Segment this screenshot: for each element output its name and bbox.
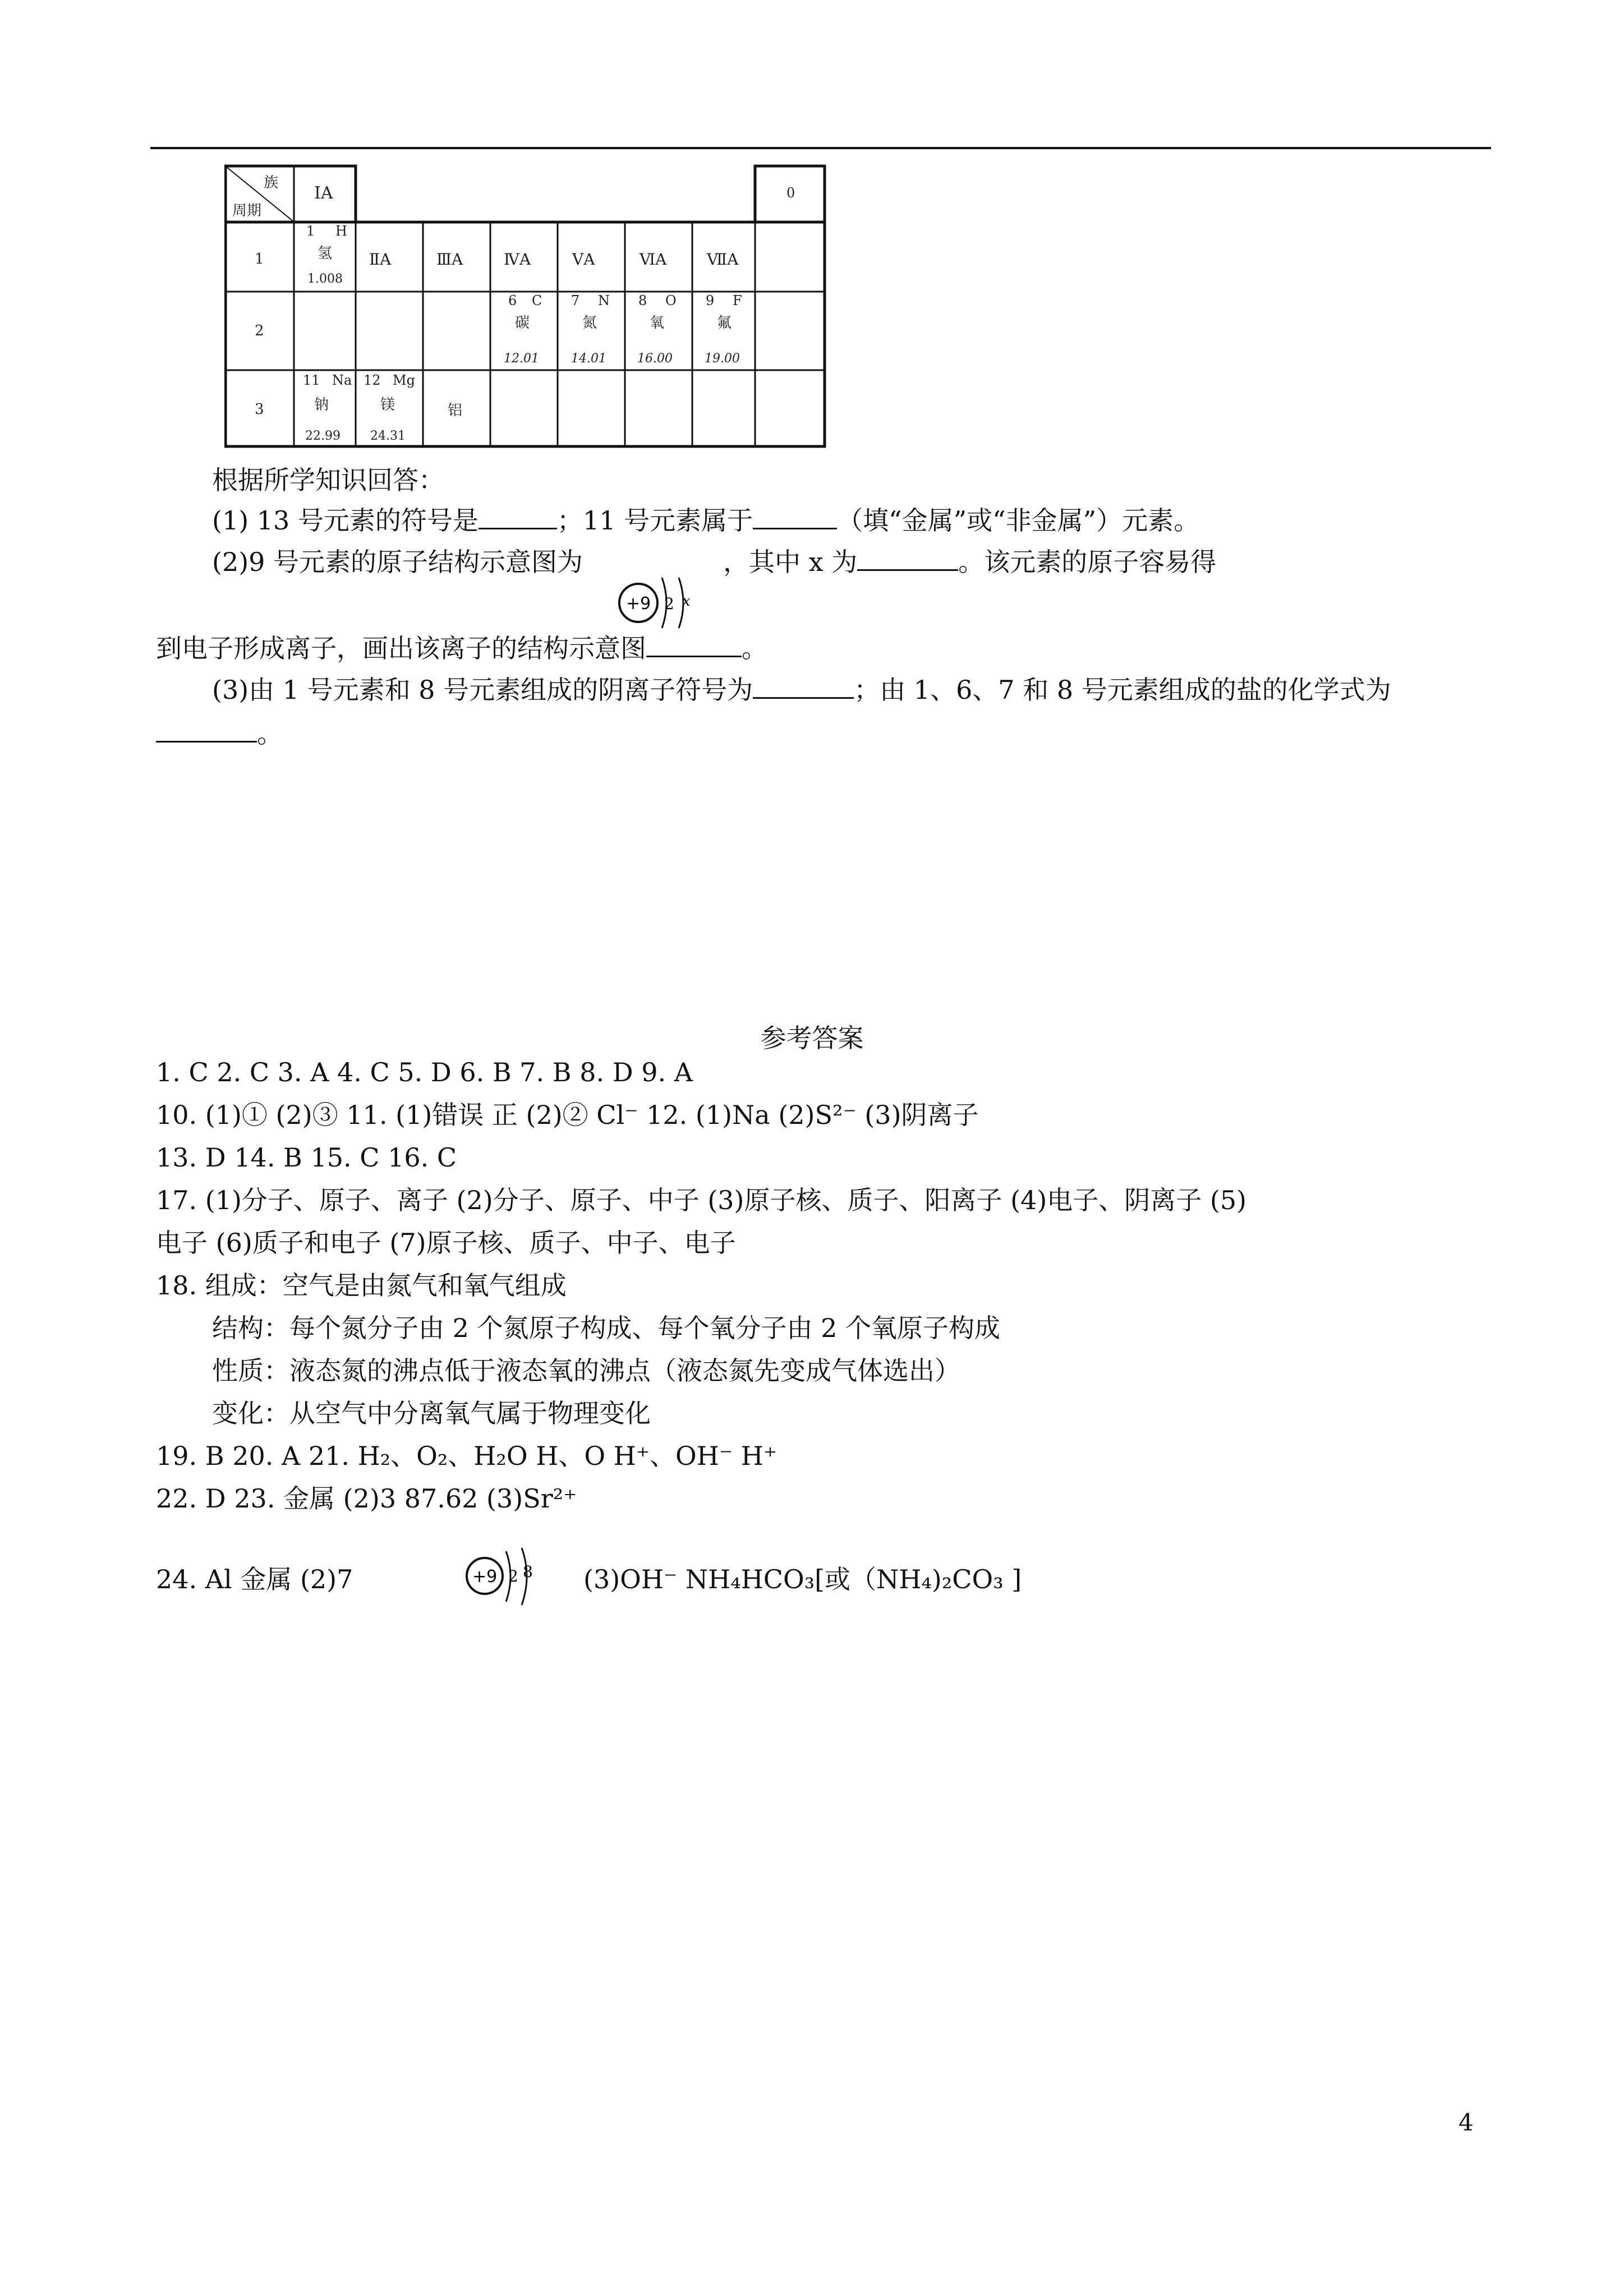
answer-line-7: 结构：每个氮分子由 2 个氮原子构成、每个氧分子由 2 个氧原子构成 [212,1313,1001,1343]
group-6a-label: ⅥA [640,250,667,269]
q2-text-e: 。 [742,633,767,663]
answer-line-2: 10. (1)① (2)③ 11. (1)错误 正 (2)② Cl⁻ 12. (1)Na (2)S²⁻ (3)阴离子 [156,1100,979,1130]
group-4a-label: ⅣA [504,250,531,269]
q1-blank-2[interactable] [753,523,837,529]
ion-outer-shell: 8 [523,1562,533,1581]
answer-line-12-a: 24. Al 金属 (2)7 [156,1564,353,1594]
svg-text:钠: 钠 [314,397,329,413]
answer-line-11: 22. D 23. 金属 (2)3 87.62 (3)Sr²⁺ [156,1483,577,1514]
svg-text:氧: 氧 [650,315,665,331]
element-cell-n [571,293,610,366]
period-2-label: 2 [255,322,264,339]
ion-structure-diagram [460,1543,544,1611]
element-cell-mg [364,372,415,443]
element-cell-h [306,223,347,286]
q2-blank-2[interactable] [646,651,742,657]
svg-text:N: N [598,293,610,308]
q1-blank-1[interactable] [479,523,557,529]
ion-nucleus-charge: +9 [472,1567,498,1587]
q3-blank-2[interactable] [156,736,257,743]
q2-text-d: 到电子形成离子，画出该离子的结构示意图 [156,633,646,663]
atom-inner-shell: 2 [664,594,674,613]
svg-text:19.00: 19.00 [705,352,740,366]
header-rule [150,147,1491,149]
svg-text:Na: Na [332,372,352,388]
svg-text:H: H [335,223,347,239]
svg-text:12: 12 [364,372,381,388]
svg-text:碳: 碳 [515,315,530,331]
period-3-label: 3 [255,401,264,418]
svg-text:8: 8 [638,293,647,308]
svg-text:F: F [733,293,742,308]
svg-text:7: 7 [571,293,580,308]
svg-text:镁: 镁 [380,397,395,413]
answer-line-6: 18. 组成：空气是由氮气和氧气组成 [156,1270,567,1301]
group-0-label: 0 [786,185,795,201]
question-1 [212,504,1199,537]
answer-line-5: 电子 (6)质子和电子 (7)原子核、质子、中子、电子 [156,1228,736,1258]
atom-structure-diagram [616,572,700,634]
answer-line-4: 17. (1)分子、原子、离子 (2)分子、原子、中子 (3)原子核、质子、阳离子 (4)电子、阴离子 (5) [156,1185,1247,1215]
question-intro: 根据所学知识回答： [212,465,444,495]
q3-text-b: ；由 1、6、7 和 8 号元素组成的盐的化学式为 [854,675,1391,705]
corner-period-label: 周期 [232,202,262,219]
q1-text-b: ；11 号元素属于 [556,505,753,536]
group-2a-label: ⅡA [369,250,392,269]
group-1a-label: ⅠA [314,183,333,203]
q3-text-a: (3)由 1 号元素和 8 号元素组成的阴离子符号为 [212,675,753,705]
page-number: 4 [1459,2109,1474,2136]
answer-line-12-b: (3)OH⁻ NH₄HCO₃[或（NH₄)₂CO₃ ] [583,1564,1022,1594]
svg-text:1: 1 [306,223,315,239]
period-1-label: 1 [255,251,264,268]
group-5a-label: ⅤA [572,250,595,269]
svg-text:12.01: 12.01 [504,352,539,366]
question-3-line-1 [212,673,1391,707]
q1-text-c: （填“金属”或“非金属”）元素。 [837,505,1200,536]
svg-text:Mg: Mg [393,372,415,388]
element-cell-al [448,402,462,419]
group-7a-label: ⅦA [707,250,739,269]
q2-text-a: (2)9 号元素的原子结构示意图为 [212,547,583,577]
q2-text-c: 。该元素的原子容易得 [958,547,1217,577]
q2-text-b: ，其中 x 为 [723,547,858,577]
svg-text:16.00: 16.00 [637,352,673,366]
atom-nucleus-charge: +9 [626,594,651,614]
question-3-line-2 [156,717,283,750]
element-cell-na [303,372,352,443]
svg-text:氢: 氢 [318,245,333,262]
q3-blank-1[interactable] [753,693,854,699]
q1-text-a: (1) 13 号元素的符号是 [212,505,479,536]
answers-title: 参考答案 [760,1023,864,1053]
element-cell-c [504,293,542,366]
group-3a-label: ⅢA [436,250,463,269]
q3-text-c: 。 [257,718,283,749]
svg-text:C: C [532,293,542,308]
answer-line-8: 性质：液态氮的沸点低于液态氧的沸点（液态氮先变成气体选出） [212,1356,960,1386]
svg-text:9: 9 [706,293,715,308]
svg-text:氮: 氮 [582,315,597,331]
atom-outer-shell: x [682,593,691,610]
svg-text:O: O [665,293,677,308]
q2-blank-1[interactable] [857,565,958,571]
ion-inner-shell: 2 [508,1567,518,1585]
answer-line-9: 变化：从空气中分离氧气属于物理变化 [212,1398,651,1428]
svg-text:22.99: 22.99 [305,429,341,443]
question-2-line-2 [156,631,767,665]
question-2-line-1 [212,545,1216,579]
svg-text:24.31: 24.31 [370,429,406,443]
periodic-table [224,164,827,449]
svg-text:14.01: 14.01 [571,352,606,366]
element-cell-f [705,293,742,366]
answer-line-1: 1. C 2. C 3. A 4. C 5. D 6. B 7. B 8. D 9. A [156,1057,693,1087]
corner-group-label: 族 [264,174,279,191]
svg-text:6: 6 [508,293,517,308]
answer-line-10: 19. B 20. A 21. H₂、O₂、H₂O H、O H⁺、OH⁻ H⁺ [156,1441,778,1471]
svg-text:铝: 铝 [448,402,463,419]
svg-text:1.008: 1.008 [307,272,343,286]
element-cell-o [637,293,677,366]
svg-text:氟: 氟 [717,315,732,331]
answer-line-3: 13. D 14. B 15. C 16. C [156,1142,457,1173]
svg-text:11: 11 [303,372,320,388]
